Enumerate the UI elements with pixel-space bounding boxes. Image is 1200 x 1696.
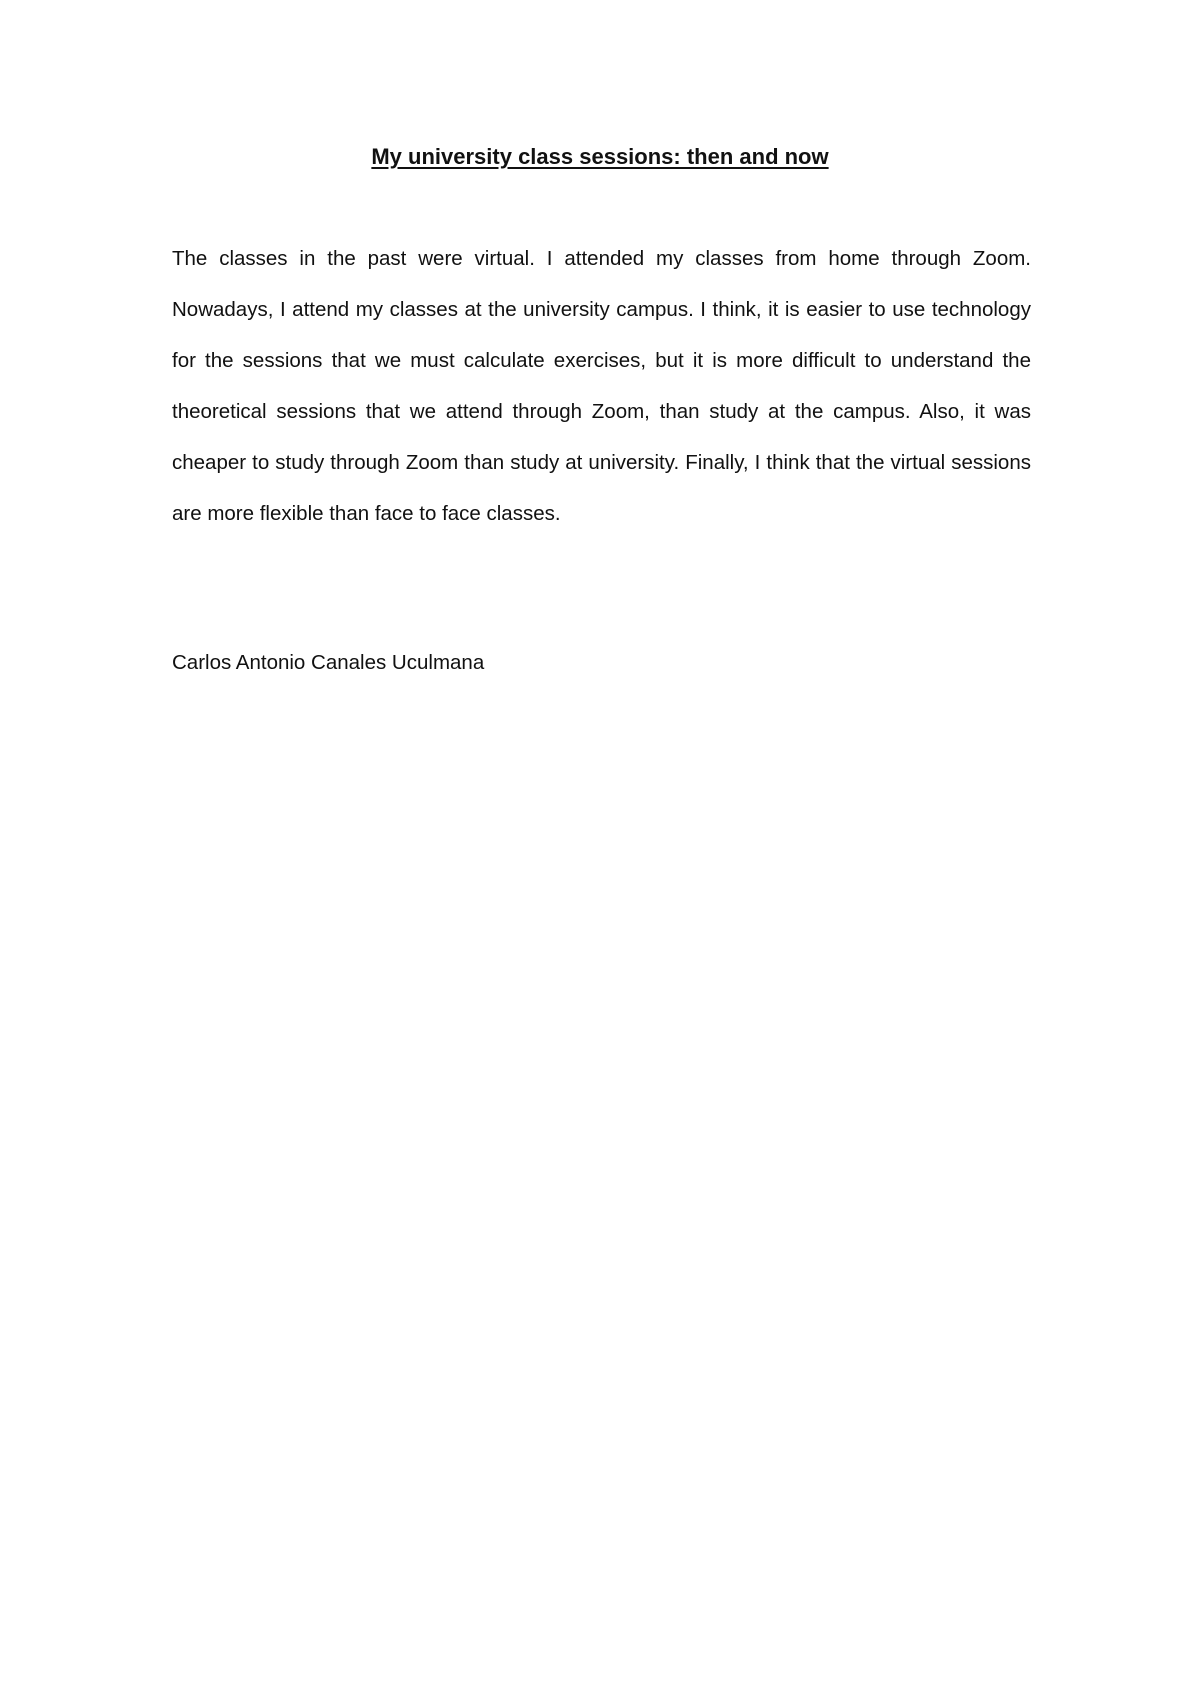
author-name: Carlos Antonio Canales Uculmana	[172, 651, 485, 674]
document-title: My university class sessions: then and now	[371, 144, 829, 169]
body-paragraph: The classes in the past were virtual. I attended my classes from home through Zoom. Nowadays, I attend my classes at the university campus. I think, it is easier to use technology for the sessions that we must calculate exercises, but it is more difficult to understand the theoretical sessions that we attend through Zoom, than study at the campus. Also, it was cheaper to study through Zoom than study at university. Finally, I think that the virtual sessions are more flexible than face to face classes.	[172, 247, 1031, 525]
